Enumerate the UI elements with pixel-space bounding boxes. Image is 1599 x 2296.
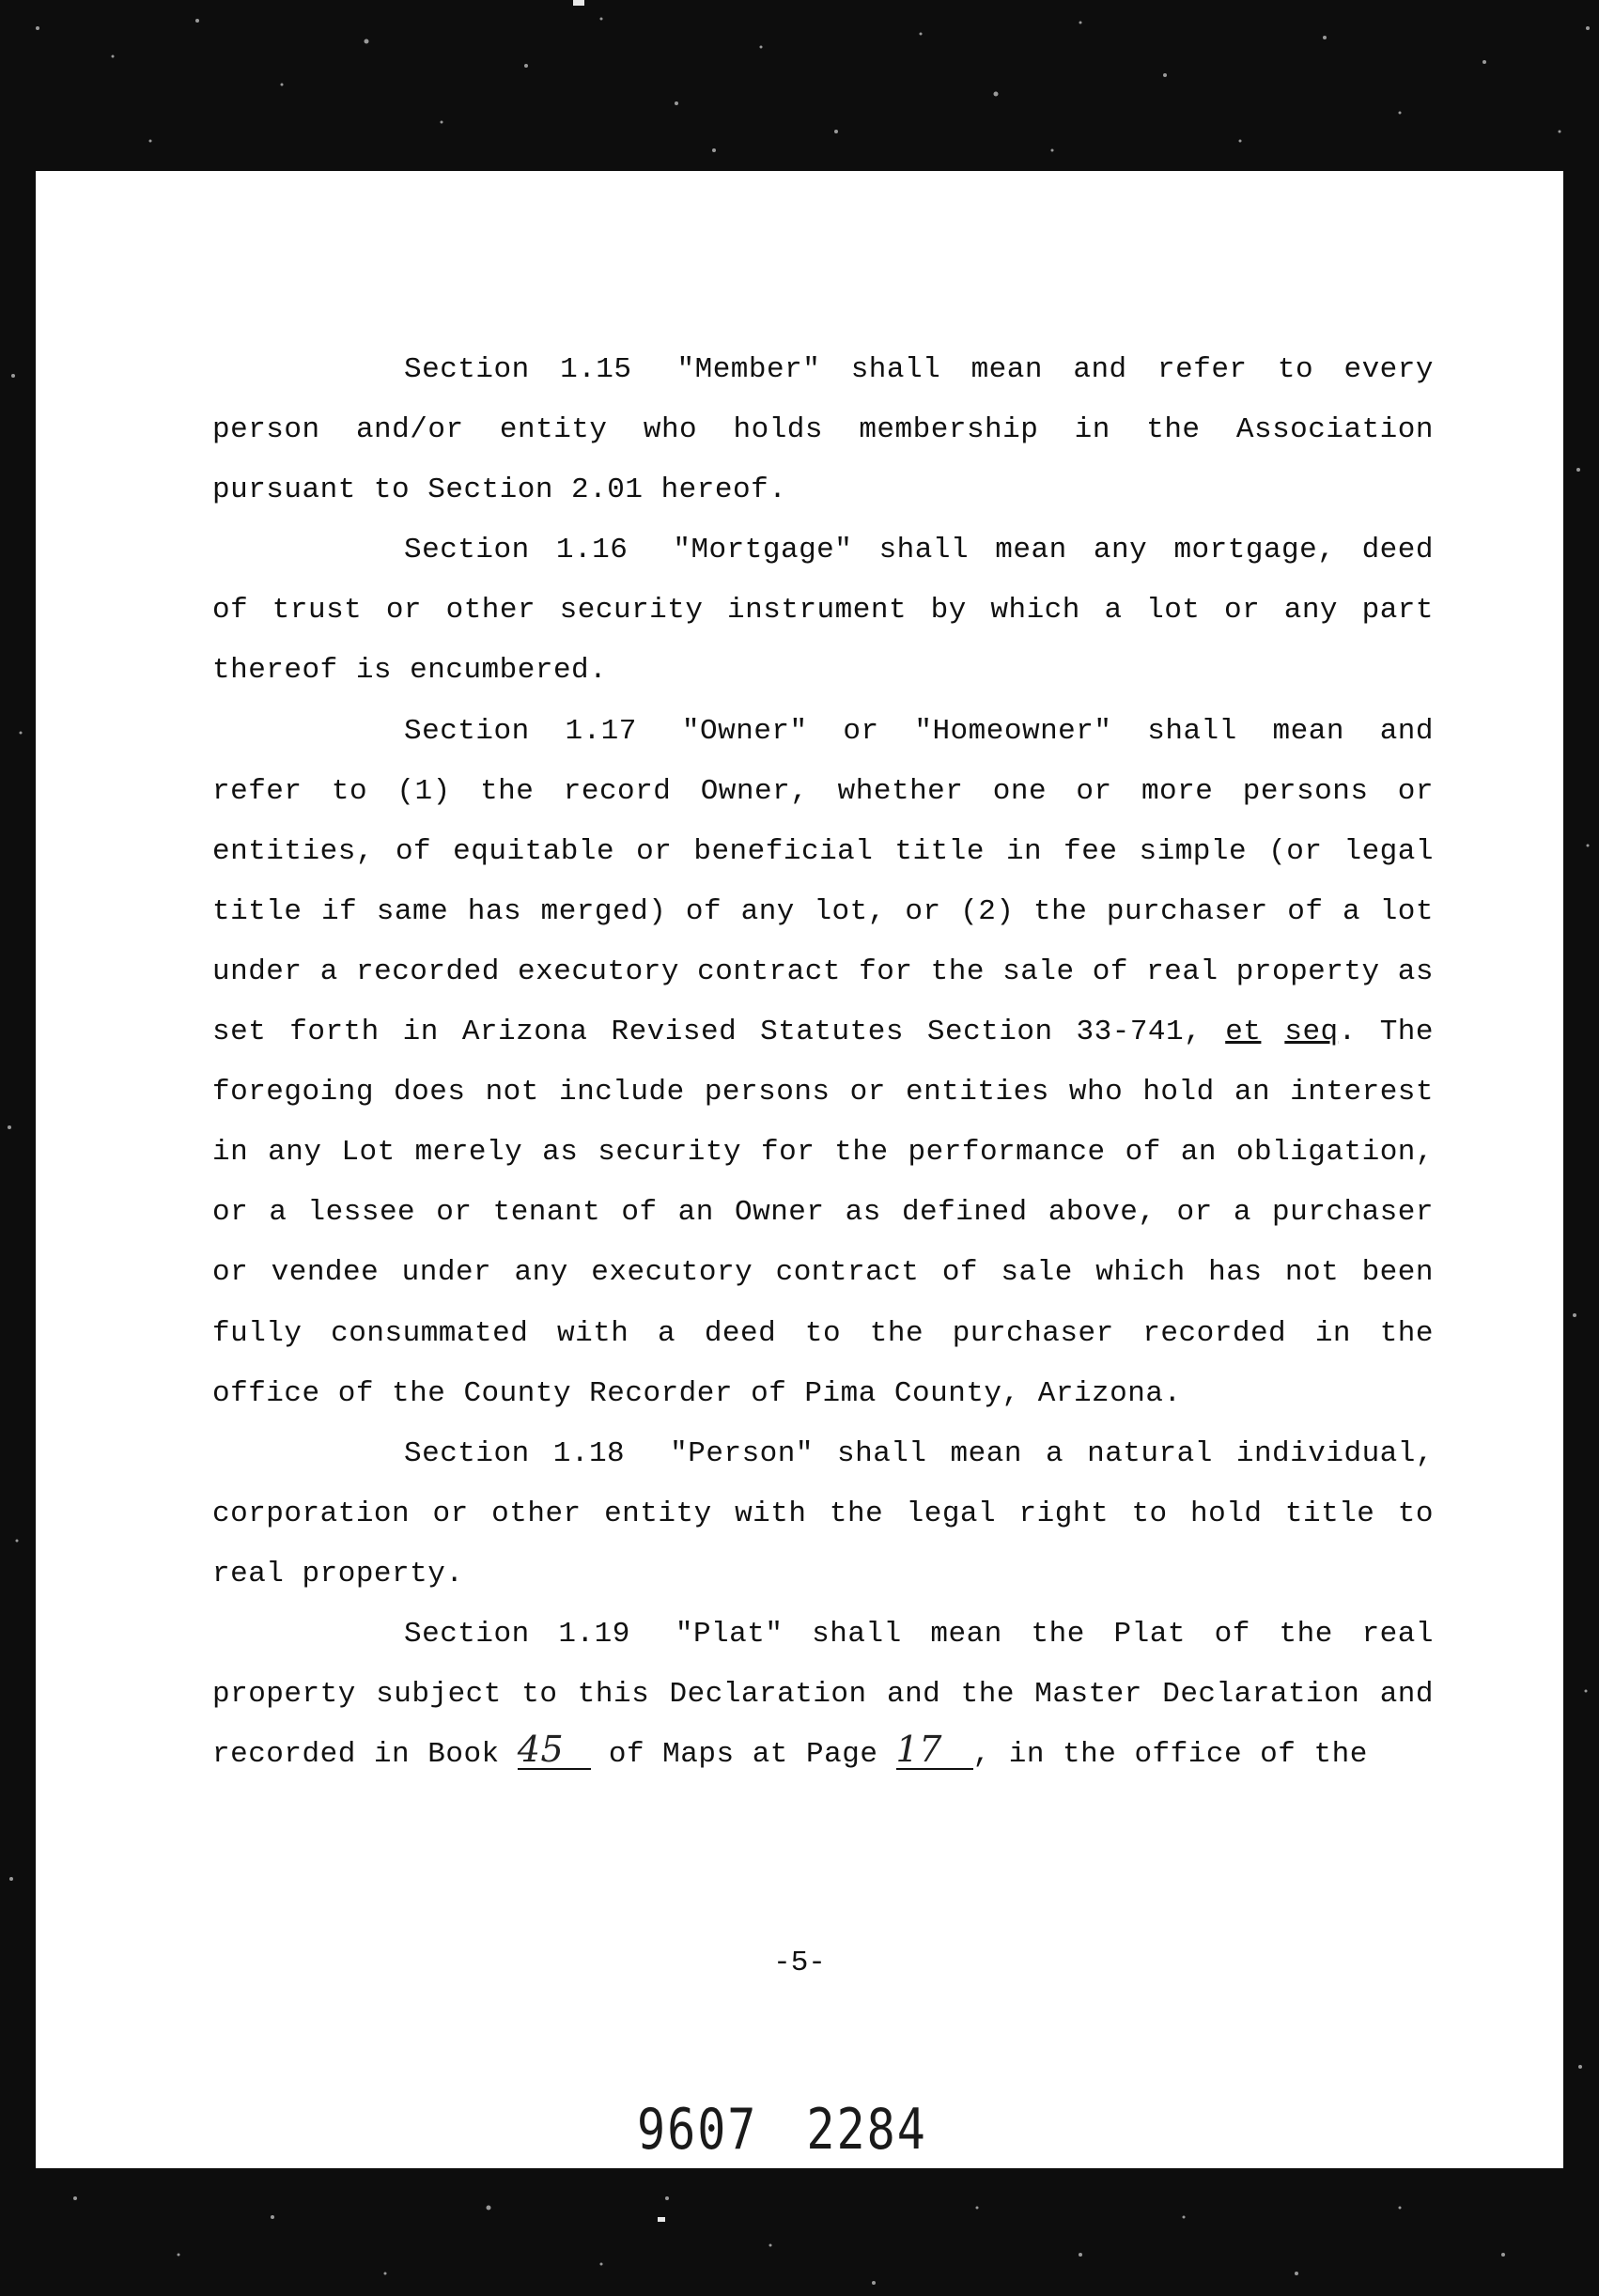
section-1-16 bbox=[212, 520, 1434, 701]
recording-page-number: 2284 bbox=[806, 2097, 927, 2163]
section-number: Section 1.17 bbox=[404, 714, 637, 748]
section-text-end: , in the office of the bbox=[972, 1738, 1368, 1772]
recording-stamp bbox=[637, 2097, 927, 2163]
section-1-18 bbox=[212, 1424, 1434, 1605]
page-number: -5- bbox=[773, 1947, 826, 1979]
section-text: "Member" shall mean and refer to every person and/or entity who holds membership in the Association pursuant to Section 2.01 hereof. bbox=[212, 353, 1434, 507]
docket-number: 9607 bbox=[637, 2097, 758, 2163]
section-number: Section 1.16 bbox=[404, 534, 629, 567]
section-1-17 bbox=[212, 702, 1434, 1424]
section-text-middle: of Maps at Page bbox=[608, 1738, 878, 1772]
section-text: "Mortgage" shall mean any mortgage, deed of trust or other security instrument by which a lot or any part thereof is encumbered. bbox=[212, 534, 1434, 688]
section-number: Section 1.19 bbox=[404, 1617, 630, 1651]
document-body bbox=[212, 340, 1434, 1785]
handwritten-page-number: 17 bbox=[896, 1730, 973, 1770]
section-text: "Owner" or "Homeowner" shall mean and refer to (1) the record Owner, whether one or more persons or entities, of equitable or beneficial title in fee simple (or legal title if same has merged) of any lot, or (2) the purchaser of a lot under a recorded executory contract for the sale of real property as set forth in Arizona Revised Statutes Section 33-741, bbox=[212, 714, 1434, 1049]
section-text: "Plat" shall mean the Plat of the real property subject to this Declaration and the Master Declaration and recorded in Book bbox=[212, 1617, 1434, 1772]
section-1-15 bbox=[212, 340, 1434, 520]
latin-et: et bbox=[1225, 1016, 1262, 1049]
latin-seq: seq bbox=[1284, 1016, 1339, 1049]
handwritten-book-number: 45 bbox=[518, 1730, 591, 1770]
section-text-continued: . The foregoing does not include persons or entities who hold an interest in any Lot merely as security for the performance of an obligation, or a lessee or tenant of an Owner as defined above, or a purchaser or vendee under any executory contract of sale which has not been fully consummated with a deed to the purchaser recorded in the office of the County Recorder of Pima County, Arizona. bbox=[212, 1016, 1434, 1410]
document-page bbox=[36, 171, 1563, 2168]
section-1-19 bbox=[212, 1605, 1434, 1785]
section-number: Section 1.15 bbox=[404, 353, 632, 386]
section-number: Section 1.18 bbox=[404, 1436, 626, 1470]
section-text: "Person" shall mean a natural individual, corporation or other entity with the legal right to hold title to real property. bbox=[212, 1436, 1434, 1590]
